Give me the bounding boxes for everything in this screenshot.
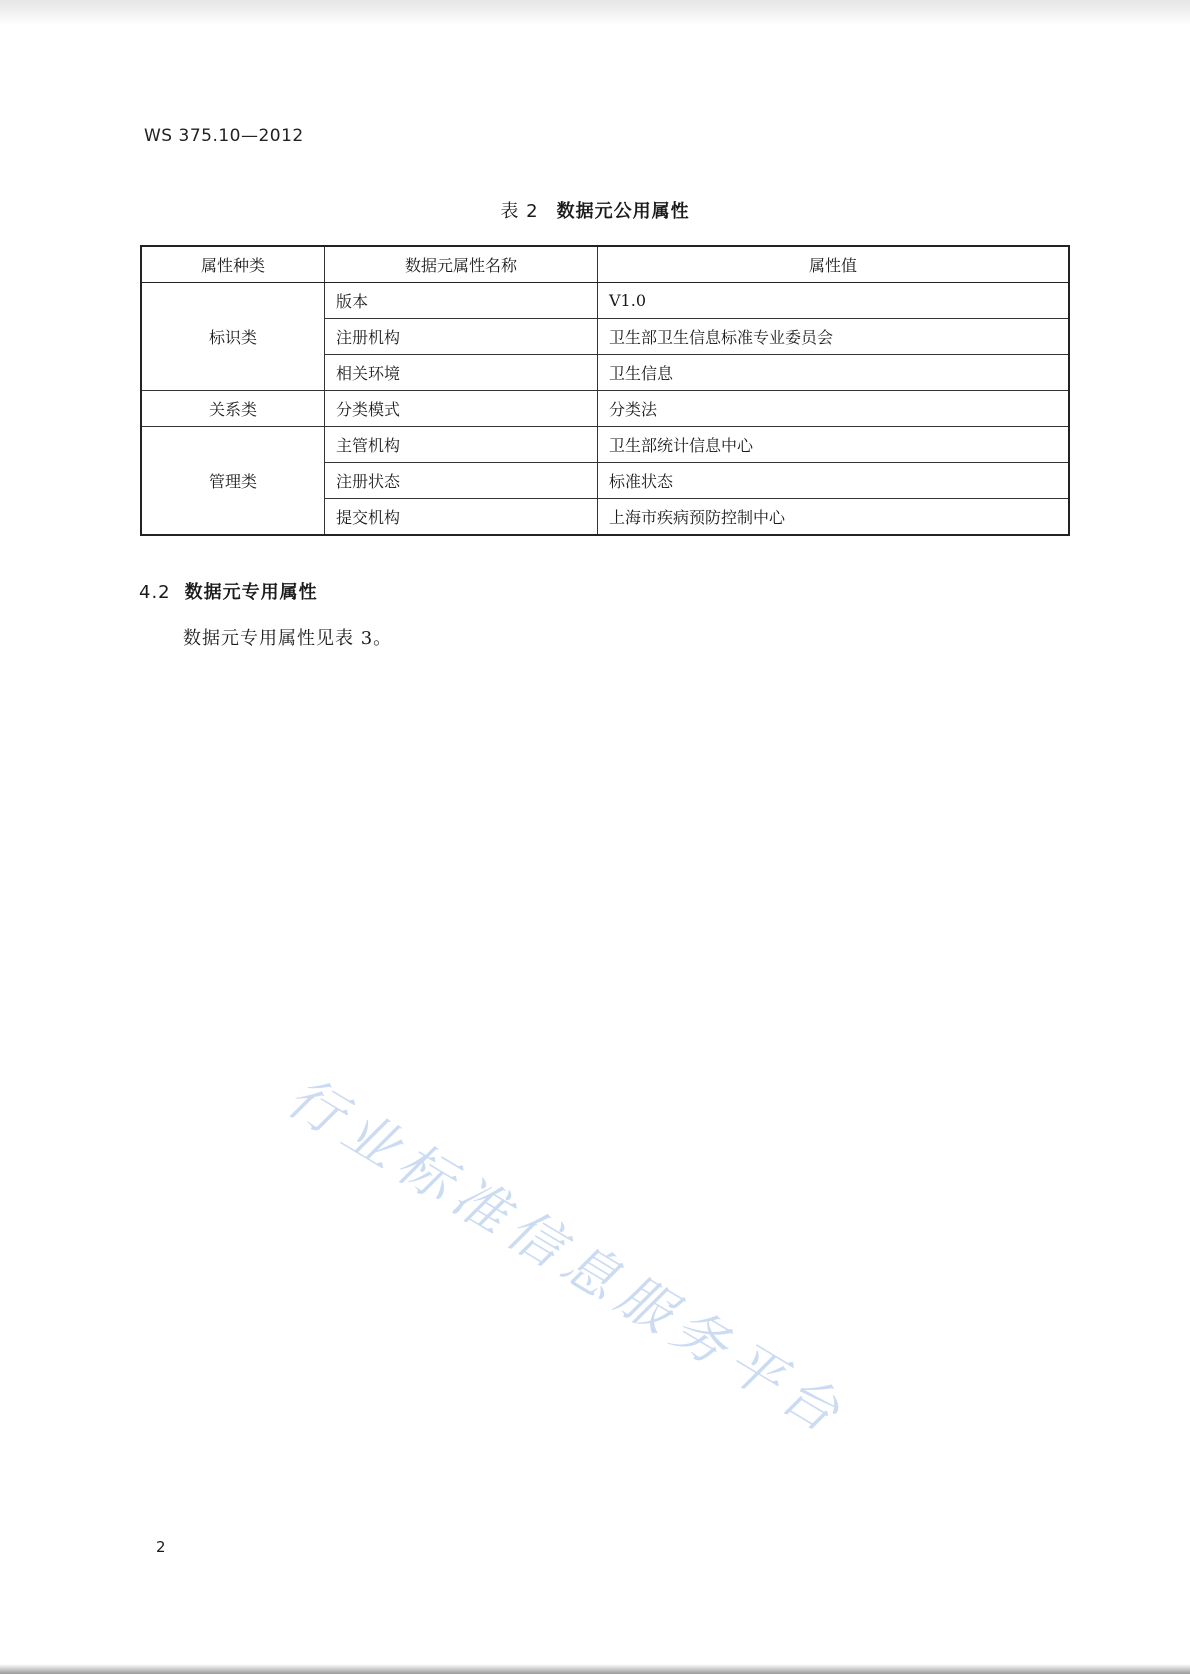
- section-body-text: 数据元专用属性见表 3。: [183, 628, 393, 649]
- attribute-value: 卫生部卫生信息标准专业委员会: [598, 319, 1070, 355]
- attribute-value: 卫生信息: [598, 355, 1070, 391]
- section-number: 4.2: [139, 582, 171, 603]
- attribute-name: 相关环境: [325, 355, 598, 391]
- scan-shadow-top: [0, 0, 1190, 26]
- page-number: 2: [156, 1538, 166, 1556]
- section-heading: [139, 578, 318, 604]
- attribute-value: V1.0: [598, 283, 1070, 319]
- table-header-row: [141, 246, 1069, 283]
- table-title: 数据元公用属性: [556, 201, 690, 222]
- header-attribute-value: 属性值: [598, 246, 1070, 283]
- scan-shadow-bottom: [0, 1664, 1190, 1674]
- attribute-name: 分类模式: [325, 391, 598, 427]
- table-row: [141, 283, 1069, 319]
- attribute-value: 标准状态: [598, 463, 1070, 499]
- attribute-name: 主管机构: [325, 427, 598, 463]
- header-attribute-category: 属性种类: [141, 246, 325, 283]
- attribute-name: 版本: [325, 283, 598, 319]
- attribute-name: 提交机构: [325, 499, 598, 536]
- category-management: 管理类: [141, 427, 325, 536]
- attribute-name: 注册机构: [325, 319, 598, 355]
- watermark: 行业标准信息服务平台: [276, 1064, 858, 1449]
- document-code: WS 375.10—2012: [144, 126, 304, 146]
- table-caption: [0, 197, 1190, 223]
- attribute-name: 注册状态: [325, 463, 598, 499]
- attribute-value: 分类法: [598, 391, 1070, 427]
- attribute-value: 卫生部统计信息中心: [598, 427, 1070, 463]
- section-title: 数据元专用属性: [184, 582, 318, 603]
- header-attribute-name: 数据元属性名称: [325, 246, 598, 283]
- category-relation: 关系类: [141, 391, 325, 427]
- table-number: 表 2: [500, 201, 539, 222]
- attribute-value: 上海市疾病预防控制中心: [598, 499, 1070, 536]
- table-row: [141, 427, 1069, 463]
- category-identification: 标识类: [141, 283, 325, 391]
- table-row: [141, 391, 1069, 427]
- common-attributes-table: [140, 245, 1070, 536]
